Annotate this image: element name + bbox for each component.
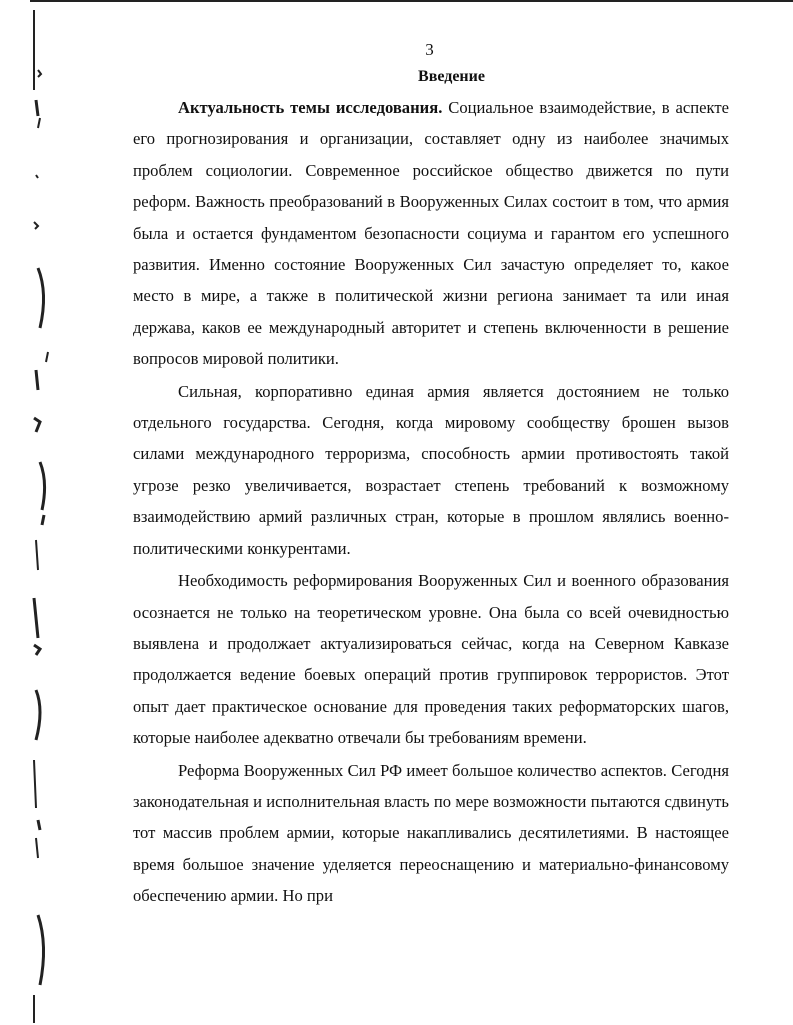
relevance-heading: Актуальность темы исследования. <box>178 98 443 117</box>
scan-binding-marks <box>0 0 60 1025</box>
relevance-text: Социальное взаимодействие, в аспекте его прогнозирования и организации, составляет одну из наиболее значимых проблем социологии. Современное российское общество движется по пути реформ. Важность преобразований в Вооруженных Силах состоит в том, что армия была и остается фундаментом безопасности социума и гарантом его успешного развития. Именно состояние Вооруженных Сил зачастую определяет то, какое место в мире, а также в политической жизни региона занимает та или иная держава, каков ее международный авторитет и степень включенности в решение вопросов мировой политики. <box>133 98 729 369</box>
paragraph-reform-aspects: Реформа Вооруженных Сил РФ имеет большое количество аспектов. Сегодня законодательная и исполнительная власть по мере возможности пытаются сдвинуть тот массив проблем армии, которые накапливались десятилетиями. В настоящее время большое значение уделяется переоснащению и материально-финансовому обеспечению армии. Но при <box>133 760 729 906</box>
section-title: Введение <box>418 68 485 85</box>
paragraph-reform-necessity: Необходимость реформирования Вооруженных Сил и военного образования осознается не только на теоретическом уровне. Она была со всей очевидностью выявлена и продолжает актуализироваться сейчас, когда на Северном Кавказе продолжается ведение боевых операций против группировок террористов. Этот опыт дает практическое основание для проведения таких реформаторских шагов, которые наиболее адекватно отвечали бы требованиям времени. <box>133 571 729 748</box>
body-text <box>133 92 729 912</box>
paragraph-army-strength: Сильная, корпоративно единая армия является достоянием не только отдельного государства. Сегодня, когда мировому сообществу брошен вызов силами международного терроризма, способность армии противостоять такой угрозе резко увеличивается, возрастает степень требований к возможному взаимодействию армий различных стран, которые в прошлом являлись военно-политическими конкурентами. <box>133 381 729 558</box>
page-number: 3 <box>425 40 434 59</box>
paragraph-relevance <box>133 92 729 375</box>
scan-top-edge <box>30 0 793 2</box>
